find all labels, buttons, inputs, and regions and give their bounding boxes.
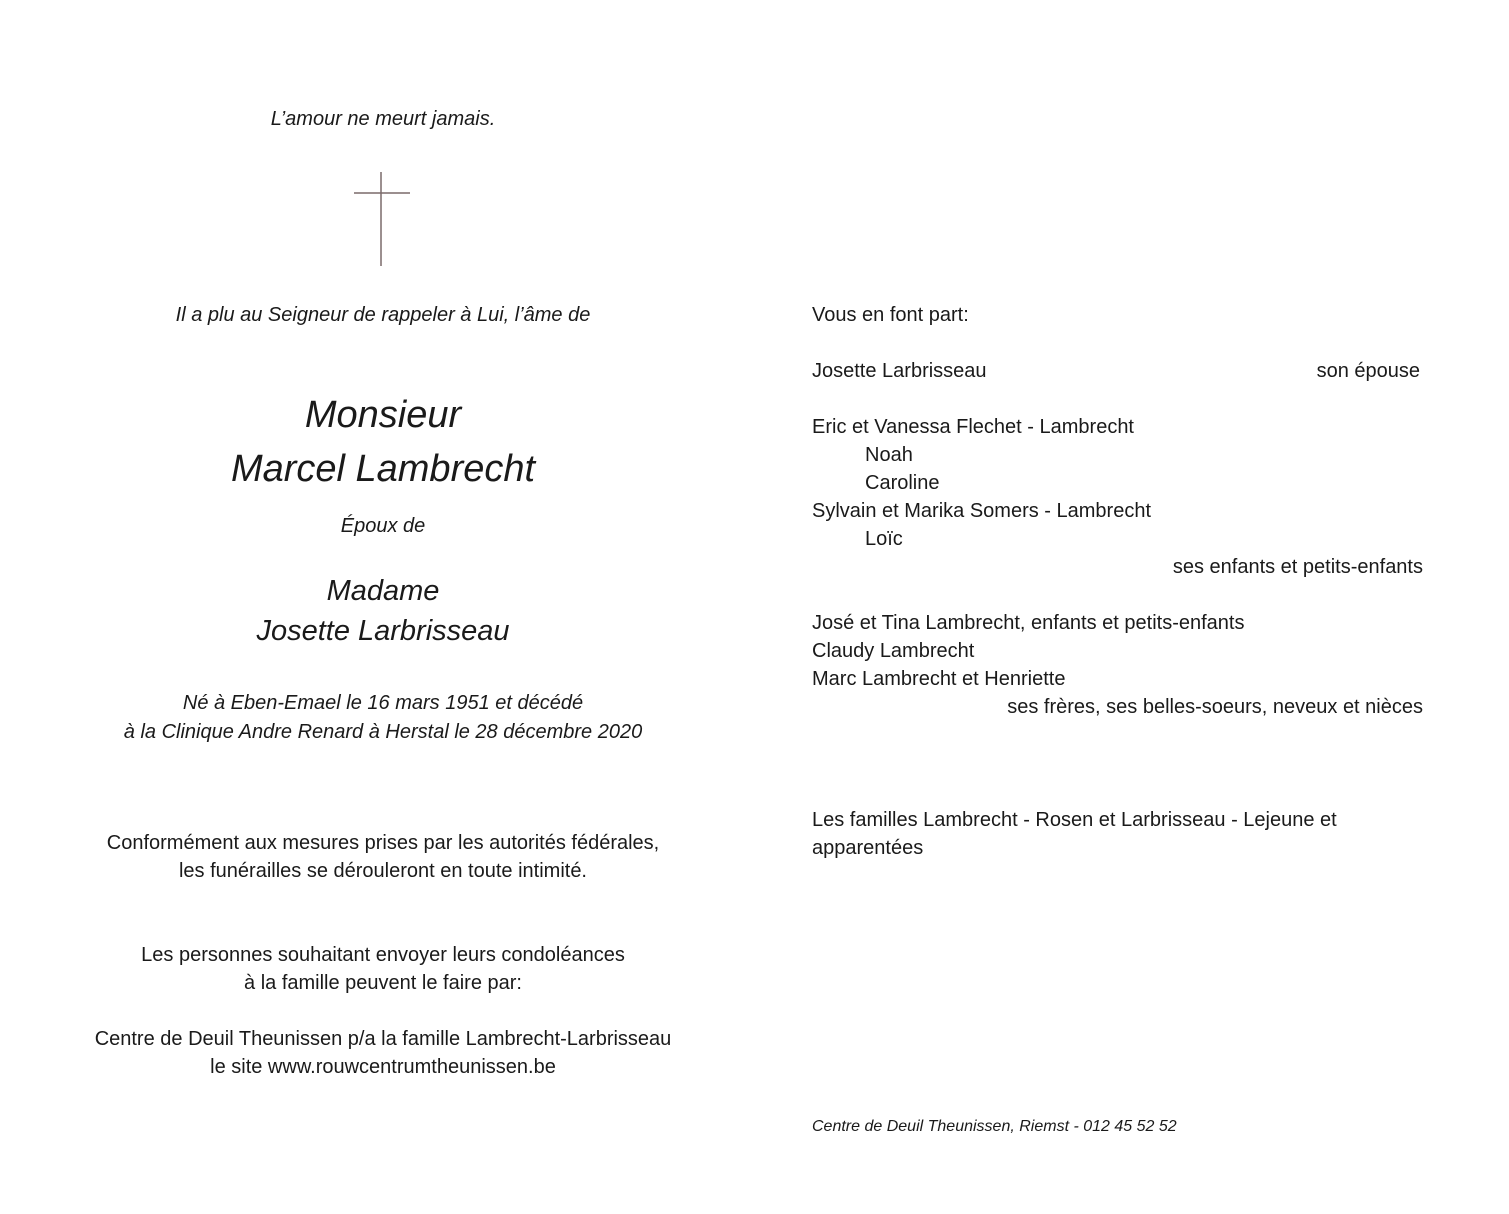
sibling-3: Marc Lambrecht et Henriette <box>812 668 1066 690</box>
family-spouse-name: Josette Larbrisseau <box>812 360 987 382</box>
child-2: Sylvain et Marika Somers - Lambrecht <box>812 500 1152 522</box>
contact-line-2: le site www.rouwcentrumtheunissen.be <box>210 1056 556 1078</box>
quote: L’amour ne meurt jamais. <box>270 108 496 130</box>
funeral-home-footer: Centre de Deuil Theunissen, Riemst - 012 45 52 52 <box>812 1118 1177 1135</box>
sibling-1: José et Tina Lambrecht, enfants et petits-enfants <box>812 612 1245 634</box>
birth-death-dates <box>33 689 733 747</box>
families-line-2: apparentées <box>812 837 924 859</box>
condolences-line-2: à la famille peuvent le faire par: <box>244 972 522 994</box>
spouse-label: Époux de <box>340 515 426 537</box>
contact-line-1: Centre de Deuil Theunissen p/a la famille Lambrecht-Larbrisseau <box>94 1028 672 1050</box>
contact-info <box>33 1025 733 1081</box>
condolences-line-1: Les personnes souhaitant envoyer leurs condoléances <box>141 944 625 966</box>
condolences-notice <box>33 941 733 997</box>
children-role: ses enfants et petits-enfants <box>1172 556 1423 578</box>
sibling-2: Claudy Lambrecht <box>812 640 975 662</box>
deceased-name: Marcel Lambrecht <box>230 448 536 490</box>
measures-line-2: les funérailles se dérouleront en toute intimité. <box>178 860 587 882</box>
grandchild-3: Loïc <box>865 528 903 550</box>
families-line-1: Les familles Lambrecht - Rosen et Larbrisseau - Lejeune et <box>812 809 1337 831</box>
dates-line-1: Né à Eben-Emael le 16 mars 1951 et décédé <box>182 692 584 714</box>
deceased-title: Monsieur <box>304 394 462 436</box>
cross-icon <box>354 172 410 266</box>
family-spouse-role: son épouse <box>1316 360 1420 382</box>
measures-line-1: Conformément aux mesures prises par les autorités fédérales, <box>106 832 660 854</box>
grandchild-2: Caroline <box>865 472 940 494</box>
child-1: Eric et Vanessa Flechet - Lambrecht <box>812 416 1134 438</box>
dates-line-2: à la Clinique Andre Renard à Herstal le 28 décembre 2020 <box>123 721 643 743</box>
grandchild-1: Noah <box>865 444 913 466</box>
spouse-block <box>33 571 733 651</box>
announce-heading: Vous en font part: <box>812 304 969 326</box>
intro-text: Il a plu au Seigneur de rappeler à Lui, l’âme de <box>175 304 591 326</box>
siblings-role: ses frères, ses belles-soeurs, neveux et nièces <box>1007 696 1423 718</box>
measures-notice <box>33 829 733 885</box>
spouse-title: Madame <box>326 575 440 607</box>
spouse-name: Josette Larbrisseau <box>256 615 510 647</box>
deceased-name-block <box>33 388 733 496</box>
